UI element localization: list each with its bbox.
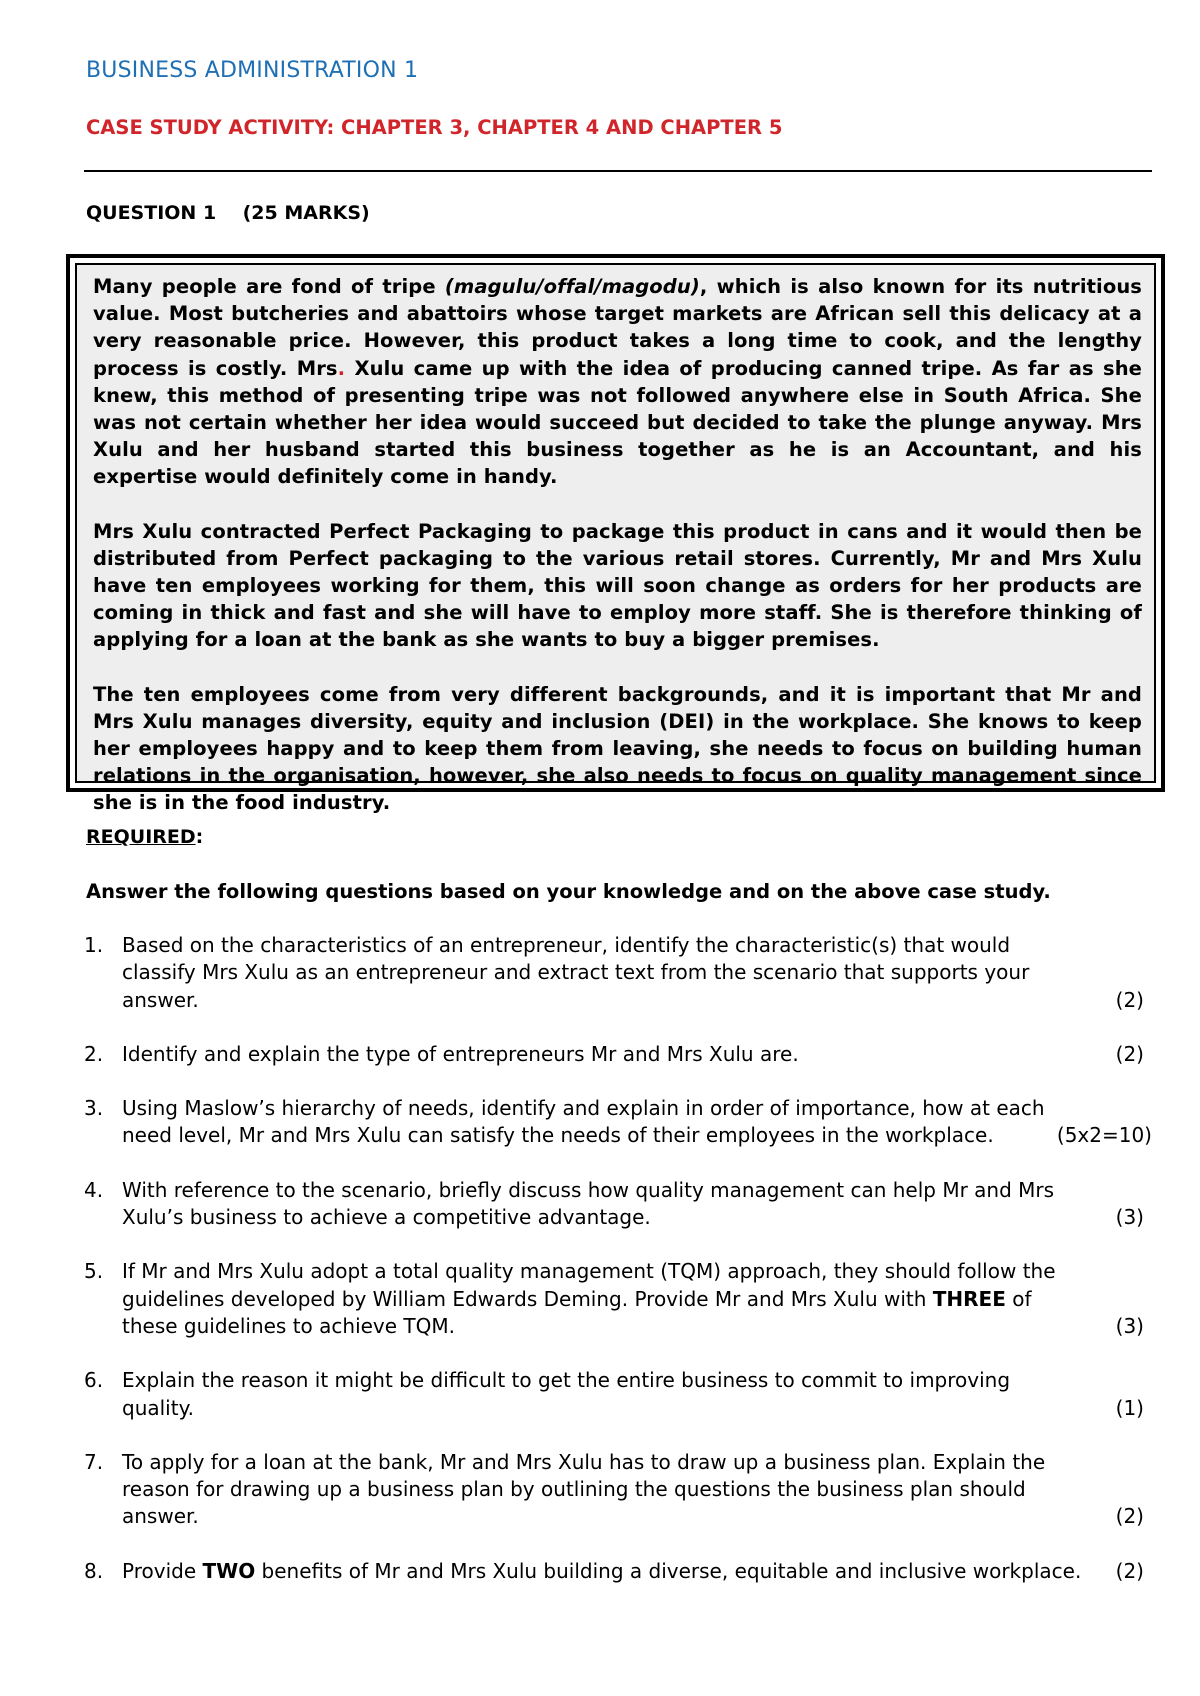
question-number: 2.	[84, 1041, 104, 1066]
question-marks: (1)	[1115, 1395, 1144, 1420]
question-number: 7.	[84, 1449, 104, 1474]
case-p1-e: Xulu came up with the idea of producing canned tripe. As far as she knew, this method of presenting tripe was not followed anywhere else in South Africa. She was not certain whether her idea would succeed but decided to take the plunge anyway. Mrs Xulu and her husband started this business together as he is an Accountant, and his expertise would definitely come in handy.	[93, 356, 1142, 489]
question-marks: (2)	[1115, 1504, 1144, 1529]
case-paragraph-2: Mrs Xulu contracted Perfect Packaging to package this product in cans and it would then be distributed from Perfect packaging to the various retail stores. Currently, Mr and Mrs Xulu have ten employees working for them, this will soon change as orders for her products are coming in thick and fast and she will have to employ more staff. She is therefore thinking of applying for a loan at the bank as she wants to buy a bigger premises.	[93, 519, 1142, 652]
case-paragraph-3: The ten employees come from very different backgrounds, and it is important that Mr and Mrs Xulu manages diversity, equity and inclusion (DEI) in the workplace. She knows to keep her employees happy and to keep them from leaving, she needs to focus on building human relations in the organisation, however, she also needs to focus on quality management since she is in the food industry.	[93, 682, 1142, 815]
question-list	[84, 932, 1152, 1612]
question-text	[122, 1558, 1082, 1585]
case-p1-red-dot: .	[337, 356, 346, 380]
question-number: 4.	[84, 1177, 104, 1202]
question-item-8	[84, 1558, 1144, 1585]
question-heading: QUESTION 1 (25 MARKS)	[86, 202, 370, 224]
question-number: 6.	[84, 1368, 104, 1393]
question-item-7	[84, 1449, 1144, 1531]
question-text: Explain the reason it might be difficult to get the entire business to commit to improving quality.	[122, 1368, 1011, 1420]
question-text: Based on the characteristics of an entrepreneur, identify the characteristic(s) that would classify Mrs Xulu as an entrepreneur and extract text from the scenario that supports your answer.	[122, 933, 1030, 1012]
required-label: REQUIRED	[86, 826, 196, 848]
question-number: 5.	[84, 1259, 104, 1284]
question-item-3	[84, 1095, 1152, 1150]
question-text: Identify and explain the type of entrepreneurs Mr and Mrs Xulu are.	[122, 1041, 799, 1066]
question-text-a: If Mr and Mrs Xulu adopt a total quality management (TQM) approach, they should follow the guidelines developed by William Edwards Deming. Provide Mr and Mrs Xulu with	[122, 1259, 1056, 1311]
case-study-box	[66, 254, 1165, 815]
question-marks: (5x2=10)	[1056, 1123, 1152, 1148]
course-title: BUSINESS ADMINISTRATION 1	[86, 58, 419, 83]
question-marks: (3)	[1115, 1205, 1144, 1230]
question-text: Using Maslow’s hierarchy of needs, identify and explain in order of importance, how at each need level, Mr and Mrs Xulu can satisfy the needs of their employees in the workplace.	[122, 1096, 1045, 1148]
question-item-1	[84, 932, 1144, 1014]
question-item-2	[84, 1041, 1144, 1068]
question-item-5	[84, 1258, 1144, 1340]
question-marks: (2)	[1115, 1558, 1144, 1583]
question-item-6	[84, 1367, 1144, 1422]
case-paragraph-1	[93, 273, 1142, 491]
horizontal-rule	[84, 170, 1152, 172]
required-colon: :	[195, 826, 204, 848]
question-number: 1.	[84, 933, 104, 957]
question-text-a: Provide	[122, 1558, 203, 1583]
question-text	[122, 1258, 1082, 1340]
question-text-b: of these guidelines to achieve TQM.	[122, 1286, 1032, 1338]
case-p1-c: , which is also known for its nutritious value. Most butcheries and abattoirs whose target markets are African sell this delicacy at a very reasonable price. However, this product takes a long time to cook, and the lengthy process is costly. Mrs	[93, 275, 1143, 380]
question-item-4	[84, 1177, 1144, 1232]
question-text: To apply for a loan at the bank, Mr and Mrs Xulu has to draw up a business plan. Explain the reason for drawing up a business plan by outlining the questions the business plan should answer.	[122, 1449, 1046, 1529]
question-marks: (3)	[1115, 1313, 1144, 1338]
question-number: 8.	[84, 1558, 104, 1583]
question-marks: (2)	[1115, 1041, 1144, 1066]
question-marks: (2)	[1115, 987, 1144, 1012]
question-emphasis: TWO	[202, 1558, 256, 1583]
question-text: With reference to the scenario, briefly discuss how quality management can help Mr and Mrs Xulu’s business to achieve a competitive advantage.	[122, 1177, 1055, 1230]
case-p1-italic: (magulu/offal/magodu)	[444, 275, 700, 298]
instruction-text: Answer the following questions based on your knowledge and on the above case study.	[86, 880, 1051, 903]
case-p1-a: Many people are fond of tripe	[93, 275, 445, 298]
question-text-b: benefits of Mr and Mrs Xulu building a diverse, equitable and inclusive workplace.	[255, 1558, 1082, 1583]
question-number: 3.	[84, 1096, 104, 1121]
activity-title: CASE STUDY ACTIVITY: CHAPTER 3, CHAPTER 4 AND CHAPTER 5	[86, 116, 783, 139]
required-heading	[86, 826, 203, 848]
case-study-inner	[75, 263, 1156, 815]
question-emphasis: THREE	[932, 1286, 1006, 1311]
